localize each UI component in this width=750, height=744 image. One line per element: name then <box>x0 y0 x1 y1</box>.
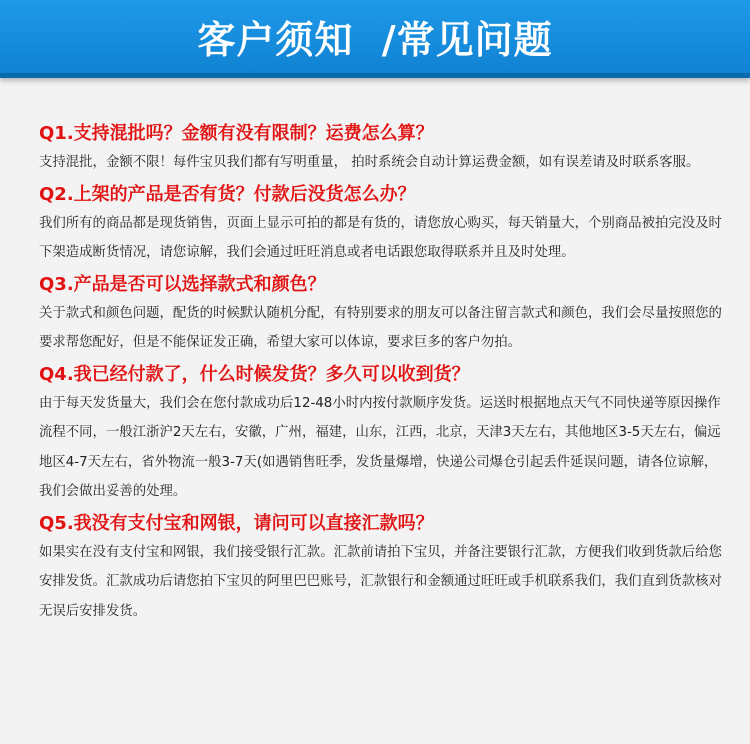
page-title: 客户须知 /常见问题 <box>197 18 553 62</box>
faq-answer: 支持混批，金额不限！每件宝贝我们都有写明重量， 拍时系统会自动计算运费金额，如有误差请及时联系客服。 <box>39 155 700 170</box>
faq-answer: 如果实在没有支付宝和网银，我们接受银行汇款。汇款前请拍下宝贝，并备注要银行汇款，方便我们收到货款后给您安排发货。汇款成功后请您拍下宝贝的阿里巴巴账号，汇款银行和金额通过旺旺或手机联系我们，我们直到货款核对无误后安排发货。 <box>39 544 722 619</box>
faq-question: Q1.支持混批吗？金额有没有限制？运费怎么算？ <box>39 123 434 144</box>
faq-question: Q2.上架的产品是否有货？付款后没货怎么办？ <box>39 183 416 205</box>
faq-list <box>39 120 729 629</box>
faq-question: Q4.我已经付款了，什么时候发货？多久可以收到货？ <box>39 363 470 385</box>
header-banner <box>0 0 750 78</box>
faq-question: Q5.我没有支付宝和网银，请问可以直接汇款吗？ <box>39 512 434 534</box>
faq-item-1 <box>39 120 729 178</box>
faq-item-3 <box>39 271 729 358</box>
faq-answer: 由于每天发货量大，我们会在您付款成功后12-48小时内按付款顺序发货。运送时根据地点天气不同快递等原因操作流程不同，一般江浙沪2天左右，安徽，广州，福建，山东，江西，北京，天津3天左右，其他地区3-5天左右，偏远地区4-7天左右，省外物流一般3-7天(如遇销售旺季，发货量爆增，快递公司爆仓引起丢件延误问题，请各位谅解，我们会做出妥善的处理。 <box>39 395 721 499</box>
faq-question: Q3.产品是否可以选择款式和颜色？ <box>39 273 326 295</box>
faq-item-4 <box>39 361 729 507</box>
faq-item-2 <box>39 181 729 268</box>
faq-item-5 <box>39 510 729 627</box>
faq-answer: 关于款式和颜色问题，配货的时候默认随机分配，有特别要求的朋友可以备注留言款式和颜色，我们会尽量按照您的要求帮您配好，但是不能保证发正确，希望大家可以体谅，要求巨多的客户勿拍。 <box>39 305 722 350</box>
faq-answer: 我们所有的商品都是现货销售，页面上显示可拍的都是有货的，请您放心购买，每天销量大，个别商品被拍完没及时下架造成断货情况，请您谅解，我们会通过旺旺消息或者电话跟您取得联系并且及时处理。 <box>39 215 722 260</box>
